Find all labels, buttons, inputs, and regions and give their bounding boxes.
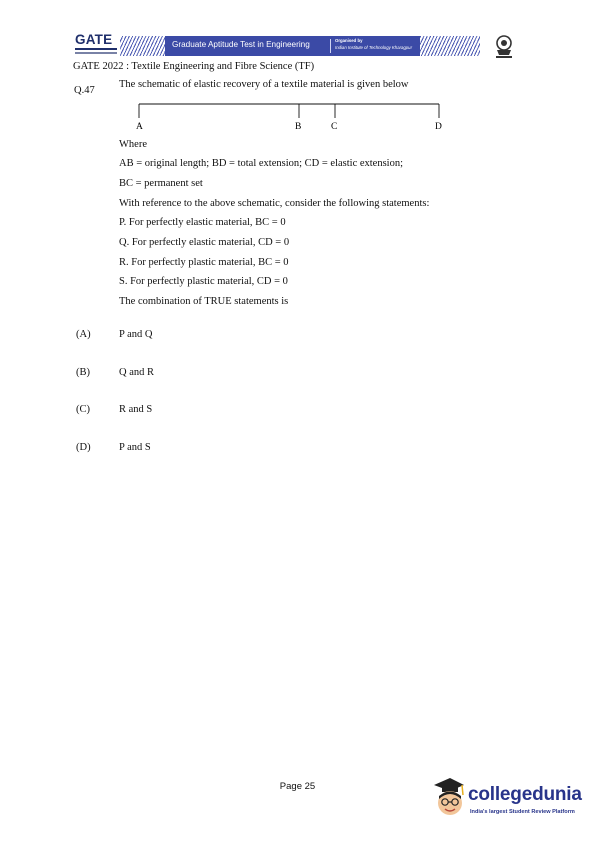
gate-logo	[75, 33, 119, 59]
definitions-line: AB = original length; BD = total extension; CD = elastic extension;	[119, 158, 404, 169]
statement-r: R. For perfectly plastic material, BC = 0	[119, 257, 289, 268]
elastic-recovery-schematic	[119, 100, 459, 134]
collegedunia-logo	[430, 773, 580, 821]
option-d-text: P and S	[119, 442, 151, 453]
banner-title: Graduate Aptitude Test in Engineering	[172, 40, 310, 49]
option-a-text: P and Q	[119, 329, 153, 340]
option-a-letter: (A)	[76, 329, 91, 340]
where-label: Where	[119, 139, 147, 150]
gate-logo-text: GATE	[75, 32, 113, 47]
permanent-set-line: BC = permanent set	[119, 178, 203, 189]
organized-by-label: Organised by	[335, 38, 363, 43]
iit-kharagpur-emblem-icon	[491, 33, 517, 59]
page-number: Page 25	[279, 781, 316, 792]
statement-p: P. For perfectly elastic material, BC = 0	[119, 217, 286, 228]
statement-s: S. For perfectly plastic material, CD = 0	[119, 276, 288, 287]
label-c: C	[331, 122, 338, 132]
header-banner	[120, 36, 480, 56]
statement-q: Q. For perfectly elastic material, CD = 0	[119, 237, 290, 248]
option-b-text: Q and R	[119, 367, 154, 378]
organizer-name: Indian Institute of Technology Kharagpur	[335, 45, 412, 50]
option-c-text: R and S	[119, 404, 153, 415]
label-d: D	[435, 122, 442, 132]
question-stem: The schematic of elastic recovery of a textile material is given below	[119, 79, 409, 90]
option-d-letter: (D)	[76, 442, 91, 453]
question-number: Q.47	[74, 85, 95, 96]
option-c-letter: (C)	[76, 404, 90, 415]
collegedunia-wordmark: collegedunia	[468, 784, 582, 805]
question-prompt: The combination of TRUE statements is	[119, 296, 289, 307]
statements-intro: With reference to the above schematic, consider the following statements:	[119, 198, 430, 209]
paper-title: GATE 2022 : Textile Engineering and Fibre Science (TF)	[73, 61, 315, 72]
option-b-letter: (B)	[76, 367, 90, 378]
label-b: B	[295, 122, 302, 132]
collegedunia-tagline: India's largest Student Review Platform	[470, 809, 575, 815]
label-a: A	[136, 122, 143, 132]
graduate-mascot-icon	[430, 775, 466, 819]
